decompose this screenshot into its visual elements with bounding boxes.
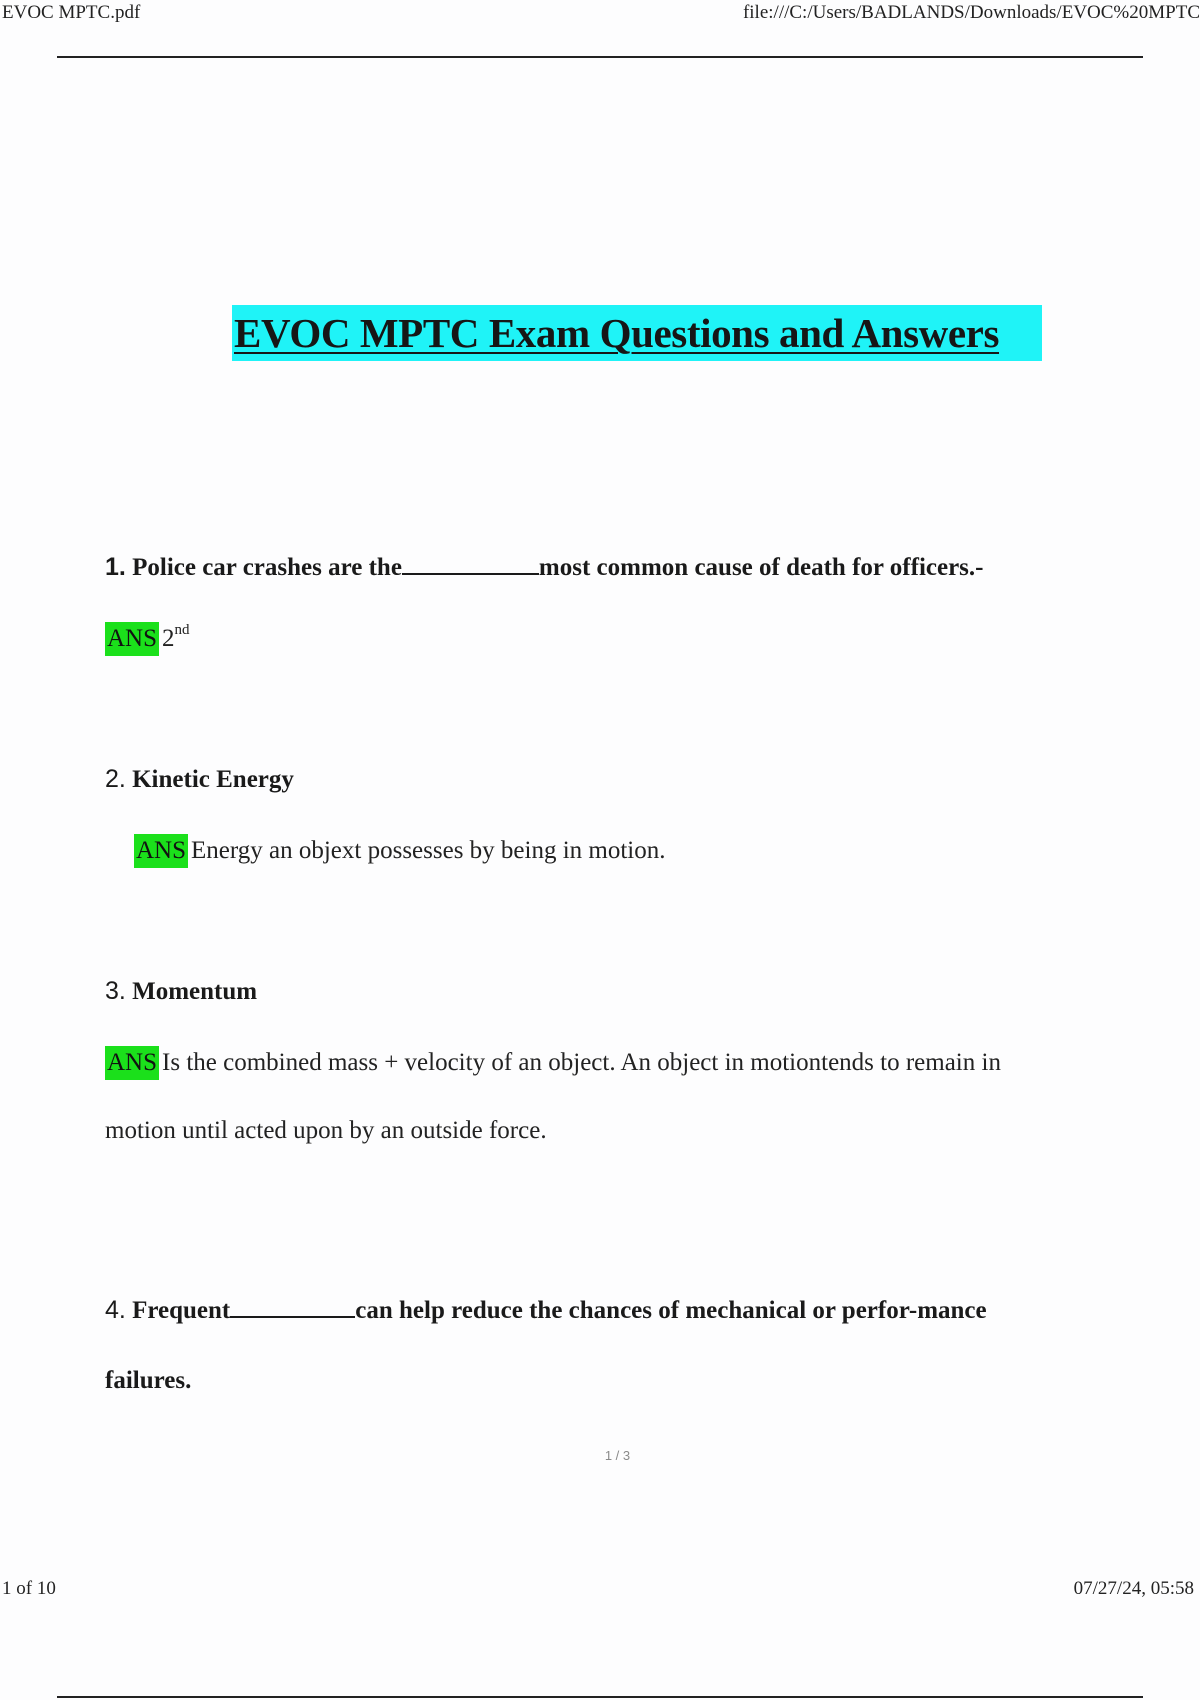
- document-title: EVOC MPTC Exam Questions and Answers: [232, 305, 1042, 361]
- print-footer-timestamp: 07/27/24, 05:58: [1073, 1578, 1194, 1599]
- question-text-after: most common cause of death for officers.-: [538, 554, 984, 581]
- answer-3: [105, 1046, 1001, 1080]
- answer-3-continued: motion until acted upon by an outside force.: [105, 1117, 547, 1144]
- answer-text: Energy an objext possesses by being in motion.: [191, 837, 666, 864]
- question-number: 4.: [105, 1296, 126, 1324]
- ans-highlight: ANS: [105, 622, 159, 656]
- question-number: 1.: [105, 553, 126, 581]
- answer-text: 2: [162, 625, 175, 652]
- ans-highlight: ANS: [134, 834, 188, 868]
- answer-superscript: nd: [174, 622, 190, 638]
- question-3: [105, 977, 257, 1006]
- question-text: Kinetic Energy: [132, 766, 294, 793]
- print-header-url: file:///C:/Users/BADLANDS/Downloads/EVOC%20MPTC: [742, 2, 1200, 23]
- footer-divider: [57, 1696, 1143, 1698]
- question-text-after: can help reduce the chances of mechanical or perfor-mance: [355, 1297, 987, 1324]
- ans-highlight: ANS: [105, 1046, 159, 1080]
- print-header-filename: EVOC MPTC.pdf: [2, 2, 141, 23]
- print-footer-page-count: 1 of 10: [2, 1578, 56, 1599]
- answer-blank: [230, 1298, 355, 1318]
- answer-2: [134, 834, 666, 868]
- page-indicator: 1 / 3: [604, 1448, 631, 1463]
- question-number: 2.: [105, 765, 126, 793]
- header-divider: [57, 56, 1143, 58]
- answer-1: [105, 622, 190, 656]
- question-1: [105, 553, 984, 582]
- question-text-before: Frequent: [132, 1297, 231, 1324]
- answer-text: Is the combined mass + velocity of an object. An object in motiontends to remain in: [162, 1049, 1001, 1076]
- question-text-before: Police car crashes are the: [132, 554, 402, 581]
- question-4: [105, 1296, 987, 1325]
- answer-blank: [402, 555, 539, 575]
- question-2: [105, 765, 294, 794]
- question-text: Momentum: [132, 978, 258, 1005]
- question-number: 3.: [105, 977, 126, 1005]
- question-4-continued: failures.: [105, 1367, 192, 1394]
